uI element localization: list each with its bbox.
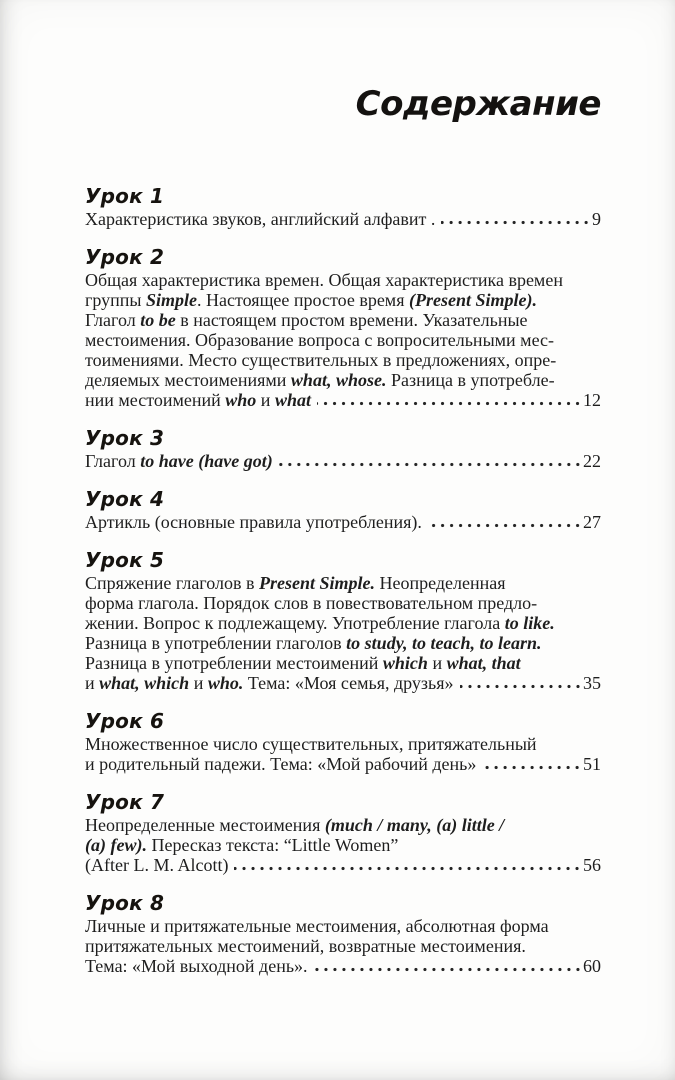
- lesson-heading: Урок 1: [85, 184, 165, 208]
- toc-text-run: и: [256, 390, 275, 410]
- toc-line-text: [85, 936, 526, 956]
- toc-text-run: в настоящем простом времени. Указательные: [175, 310, 528, 330]
- lesson-heading: Урок 7: [85, 790, 165, 814]
- toc-text-run: Общая характеристика времен. Общая характеристика времен: [85, 270, 563, 290]
- toc-line: [85, 310, 601, 330]
- page-number: 35: [583, 673, 601, 693]
- toc-text-run: тоимениями. Место существительных в предложениях, опре-: [85, 350, 557, 370]
- toc-text-run: притяжательных местоимений, возвратные местоимения.: [85, 936, 526, 956]
- page-number: 60: [583, 956, 601, 976]
- toc-text-run: Глагол: [85, 310, 141, 330]
- toc-line: [85, 956, 601, 976]
- emphasized-term: who: [225, 390, 257, 410]
- dot-leader: [234, 855, 583, 875]
- toc-entry: [85, 487, 601, 532]
- toc-line-text: [85, 653, 521, 673]
- toc-entries: [85, 184, 601, 976]
- toc-line-text: [85, 734, 537, 754]
- toc-entry: [85, 548, 601, 693]
- toc-text-run: Тема: «Моя семья, друзья»: [243, 673, 454, 693]
- toc-line-text: [85, 613, 555, 633]
- toc-line: [85, 936, 601, 956]
- toc-text-run: Пересказ текста: “Little Women”: [146, 835, 399, 855]
- toc-text-run: и: [427, 653, 447, 673]
- lesson-heading: Урок 5: [85, 548, 165, 572]
- toc-text-run: Разница в употреблении местоимений: [85, 653, 383, 673]
- emphasized-term: Simple: [146, 290, 198, 310]
- toc-line: [85, 209, 601, 229]
- toc-line-text: [85, 370, 555, 390]
- toc-line-text: [85, 290, 537, 310]
- dot-leader: [441, 209, 592, 229]
- toc-text-run: Артикль (основные правила употребления).: [85, 512, 422, 532]
- toc-line: [85, 613, 601, 633]
- lesson-heading: Урок 3: [85, 426, 165, 450]
- toc-line-text: [85, 916, 549, 936]
- lesson-heading: Урок 6: [85, 709, 165, 733]
- emphasized-term: what, which: [99, 673, 190, 693]
- page-number: 27: [583, 512, 601, 532]
- page-number: 9: [592, 209, 601, 229]
- toc-text-run: Спряжение глаголов в: [85, 573, 259, 593]
- toc-text-run: Неопределенные местоимения: [85, 815, 325, 835]
- toc-line-text: [85, 754, 476, 774]
- toc-line-text: [85, 330, 554, 350]
- toc-line: [85, 835, 601, 855]
- toc-line-text: [85, 593, 537, 613]
- dot-leader: [317, 390, 583, 410]
- dot-leader: [482, 754, 583, 774]
- dot-leader: [279, 451, 583, 471]
- page-number: 22: [583, 451, 601, 471]
- emphasized-term: Present Simple.: [258, 573, 375, 593]
- toc-line-text: [85, 633, 542, 653]
- toc-line: [85, 451, 601, 471]
- page-title: Содержание: [355, 84, 601, 124]
- emphasized-term: to study, to teach, to learn.: [346, 633, 542, 653]
- emphasized-term: to be: [140, 310, 176, 330]
- toc-line-text: [85, 390, 311, 410]
- toc-line-text: [85, 815, 504, 835]
- page-number: 51: [583, 754, 601, 774]
- toc-line-text: [85, 835, 398, 855]
- toc-text-run: Тема: «Мой выходной день».: [85, 956, 308, 976]
- toc-text-run: Характеристика звуков, английский алфавит .: [85, 209, 436, 229]
- emphasized-term: (a) few).: [85, 835, 147, 855]
- toc-text-run: Разница в употреблении глаголов: [85, 633, 347, 653]
- toc-text-run: группы: [85, 290, 147, 310]
- emphasized-term: (much / many, (a) little /: [324, 815, 505, 835]
- toc-line: [85, 573, 601, 593]
- toc-line: [85, 330, 601, 350]
- toc-line: [85, 855, 601, 875]
- toc-entry: [85, 184, 601, 229]
- toc-text-run: Личные и притяжательные местоимения, абсолютная форма: [85, 916, 549, 936]
- toc-text-run: и: [85, 673, 100, 693]
- toc-entry: [85, 891, 601, 976]
- toc-text-run: нии местоимений: [85, 390, 226, 410]
- emphasized-term: to have (have got): [140, 451, 273, 471]
- toc-line-text: [85, 673, 454, 693]
- dot-leader: [460, 673, 583, 693]
- toc-line: [85, 593, 601, 613]
- lesson-heading: Урок 2: [85, 245, 165, 269]
- toc-text-run: Разница в употребле-: [386, 370, 555, 390]
- toc-text-run: форма глагола. Порядок слов в повествовательном предло-: [85, 593, 538, 613]
- toc-line: [85, 815, 601, 835]
- emphasized-term: who.: [207, 673, 244, 693]
- toc-entry: [85, 245, 601, 410]
- toc-line-text: [85, 956, 308, 976]
- toc-entry: [85, 709, 601, 774]
- dot-leader: [314, 956, 583, 976]
- emphasized-term: (Present Simple).: [408, 290, 537, 310]
- emphasized-term: to like.: [504, 613, 555, 633]
- toc-text-run: деляемых местоимениями: [85, 370, 291, 390]
- toc-line-text: [85, 350, 556, 370]
- toc-text-run: и: [189, 673, 208, 693]
- toc-line-text: [85, 209, 435, 229]
- emphasized-term: what: [274, 390, 311, 410]
- toc-line: [85, 390, 601, 410]
- toc-text-run: и родительный падежи. Тема: «Мой рабочий день»: [85, 754, 477, 774]
- toc-line-text: [85, 512, 422, 532]
- toc-line: [85, 270, 601, 290]
- toc-line: [85, 370, 601, 390]
- toc-text-run: Глагол: [85, 451, 141, 471]
- toc-text-run: . Настоящее простое время: [197, 290, 409, 310]
- toc-line: [85, 653, 601, 673]
- dot-leader: [428, 512, 583, 532]
- toc-line: [85, 916, 601, 936]
- toc-line: [85, 350, 601, 370]
- toc-line-text: [85, 310, 528, 330]
- toc-text-run: Неопределенная: [374, 573, 506, 593]
- emphasized-term: which: [382, 653, 428, 673]
- toc-line-text: [85, 855, 228, 875]
- toc-line: [85, 734, 601, 754]
- toc-entry: [85, 790, 601, 875]
- toc-line-text: [85, 451, 273, 471]
- emphasized-term: what, whose.: [290, 370, 387, 390]
- lesson-heading: Урок 4: [85, 487, 165, 511]
- page-number: 12: [583, 390, 601, 410]
- toc-line: [85, 633, 601, 653]
- page-number: 56: [583, 855, 601, 875]
- toc-line: [85, 754, 601, 774]
- toc-line-text: [85, 270, 563, 290]
- toc-text-run: местоимения. Образование вопроса с вопросительными мес-: [85, 330, 554, 350]
- toc-text-run: жении. Вопрос к подлежащему. Употребление глагола: [85, 613, 505, 633]
- lesson-heading: Урок 8: [85, 891, 165, 915]
- toc-line: [85, 512, 601, 532]
- emphasized-term: what, that: [446, 653, 521, 673]
- toc-text-run: (After L. M. Alcott): [85, 855, 229, 875]
- toc-line: [85, 673, 601, 693]
- toc-line-text: [85, 573, 506, 593]
- toc-line: [85, 290, 601, 310]
- toc-entry: [85, 426, 601, 471]
- toc-text-run: Множественное число существительных, притяжательный: [85, 734, 537, 754]
